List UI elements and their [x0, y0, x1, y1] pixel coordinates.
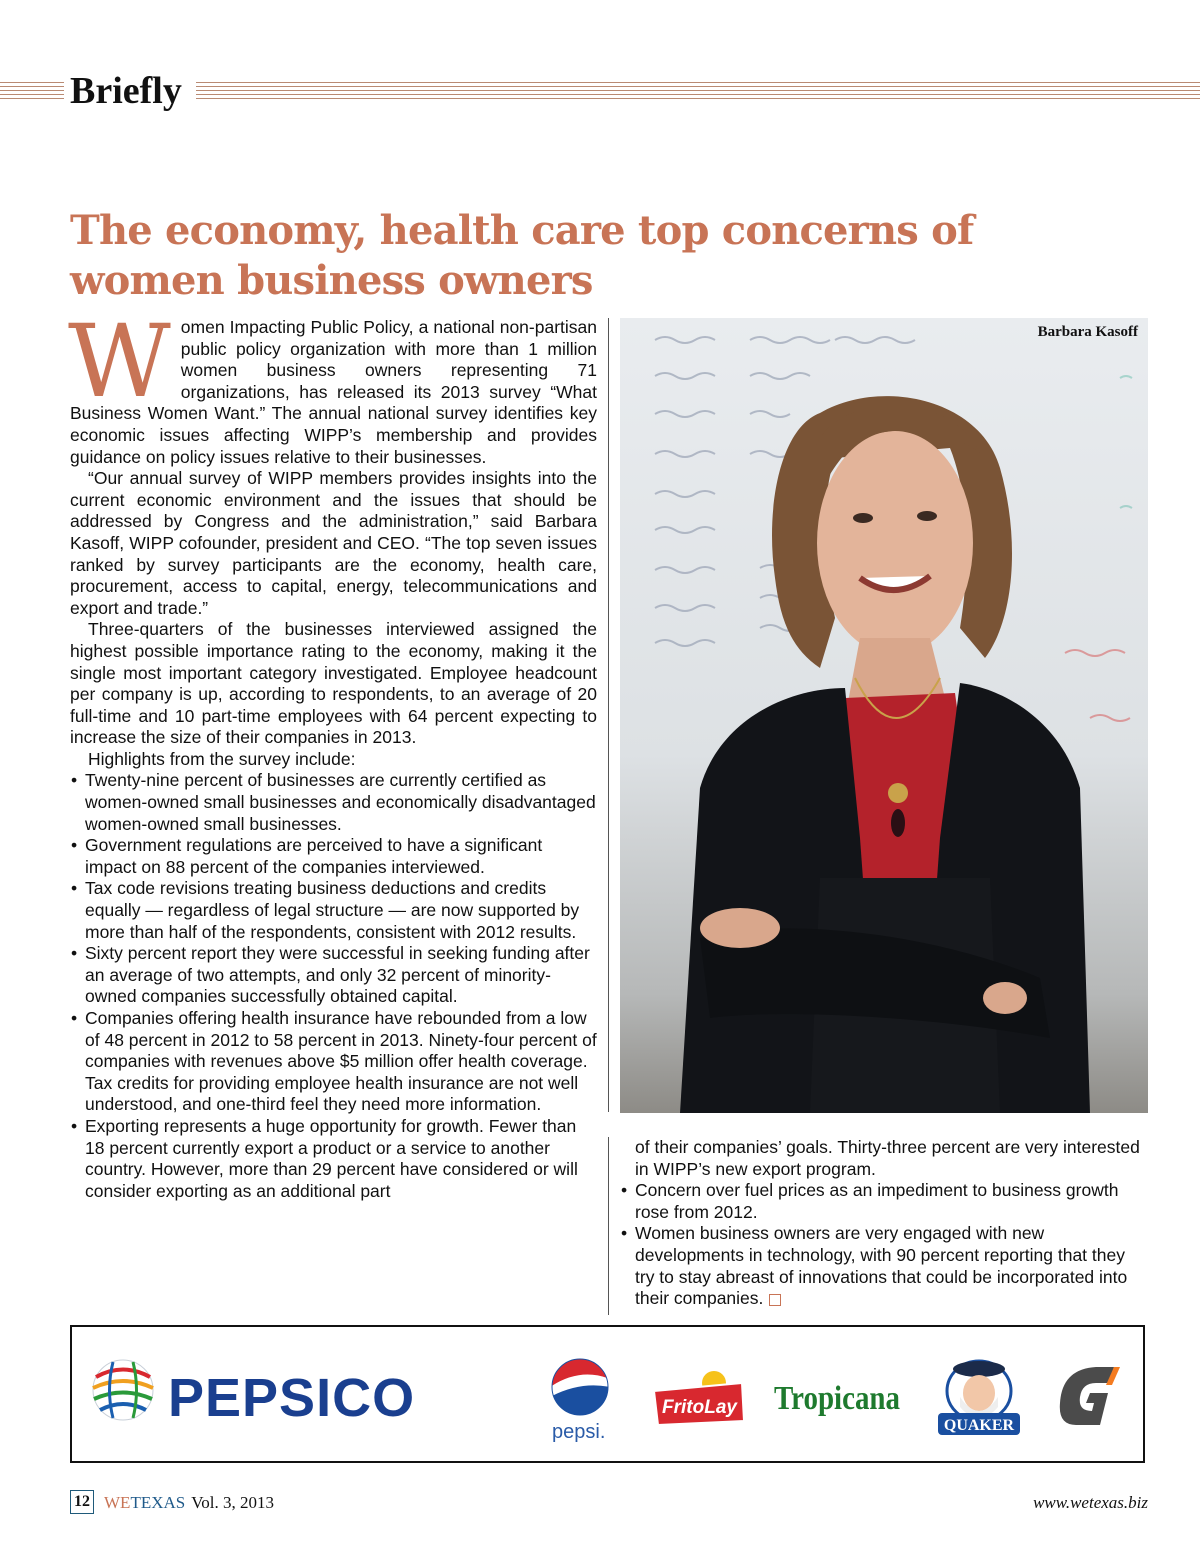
column-divider [608, 1137, 609, 1315]
decorative-lines-right [196, 82, 1200, 100]
section-title: Briefly [70, 70, 182, 112]
publication-brand [104, 1492, 274, 1514]
article-body-left [68, 303, 597, 1202]
list-item: • Twenty-nine percent of businesses are currently certified as women-owned small businesses and economically disadvantaged women-owned small businesses. [70, 770, 597, 835]
list-item: • Tax code revisions treating business deductions and credits equally — regardless of legal structure — are now supported by more than half of the respondents, consistent with 2012 results. [70, 878, 597, 943]
decorative-lines-left [0, 82, 64, 100]
tropicana-logo-icon [772, 1373, 912, 1423]
list-item: • Exporting represents a huge opportunity for growth. Fewer than 18 percent currently export a product or a service to another country. However, more than 29 percent have considered or will consider exporting as an additional part [70, 1116, 597, 1202]
pepsico-globe-icon [88, 1352, 158, 1430]
highlights-list [70, 770, 597, 1202]
drop-cap: W [68, 303, 171, 420]
article-body-right [620, 1137, 1148, 1310]
brand-we: WE [104, 1493, 131, 1512]
paragraph-1-text: omen Impacting Public Policy, a national non-partisan public policy organization with more than 1 million women business owners representing 71 organizations, has released its 2013 survey “What Business Women Want.” The annual national survey identifies key economic issues affecting WIPP’s membership and provides guidance on policy issues relative to their businesses. [70, 317, 597, 467]
portrait-illustration [620, 318, 1148, 1113]
portrait-photo [620, 318, 1148, 1113]
gatorade-logo-icon [1056, 1363, 1120, 1433]
end-of-article-mark [769, 1294, 781, 1306]
website-url: www.wetexas.biz [1033, 1493, 1148, 1512]
photo-caption: Barbara Kasoff [1037, 324, 1138, 340]
pepsi-wordmark: pepsi. [552, 1421, 606, 1443]
pepsico-advertisement [70, 1325, 1145, 1463]
volume-info: Vol. 3, 2013 [191, 1493, 275, 1512]
fritolay-wordmark: FritoLay [662, 1397, 737, 1418]
pepsi-globe-icon [550, 1357, 610, 1417]
continuation-text: of their companies’ goals. Thirty-three percent are very interested in WIPP’s new export program. [635, 1137, 1140, 1179]
paragraph-4: Highlights from the survey include: [88, 748, 356, 769]
list-item-text: Women business owners are very engaged with new developments in technology, with 90 percent reporting that they try to stay abreast of innovations that could be incorporated into their companies. [635, 1223, 1128, 1309]
pepsico-wordmark: PEPSICO [168, 1368, 416, 1428]
highlights-list-continued [620, 1180, 1148, 1310]
paragraph-3: Three-quarters of the businesses interviewed assigned the highest possible importance rating to the economy, making it the single most important category investigated. Employee headcount per company is up, according to respondents, to an average of 20 full-time and 10 part-time employees with 64 percent expecting to increase the size of their companies in 2013. [70, 619, 597, 748]
quaker-wordmark: QUAKER [943, 1417, 1015, 1434]
column-divider [608, 318, 609, 1112]
page-footer [70, 1490, 1148, 1516]
paragraph-1 [68, 303, 597, 468]
section-header [0, 68, 1200, 114]
list-item: • Concern over fuel prices as an impediment to business growth rose from 2012. [620, 1180, 1148, 1223]
list-item: • Sixty percent report they were successful in seeking funding after an average of two attempts, and only 32 percent of minority-owned companies successfully obtained capital. [70, 943, 597, 1008]
page-number: 12 [70, 1490, 94, 1514]
list-item: • Companies offering health insurance have rebounded from a low of 48 percent in 2012 to 58 percent in 2013. Ninety-four percent of companies with revenues above $5 million offer health coverage. Tax credits for providing employee health insurance are not well understood, and one-third feel they need more information. [70, 1008, 597, 1116]
paragraph-2: “Our annual survey of WIPP members provides insights into the current economic environment and the issues that should be addressed by Congress and the administration,” said Barbara Kasoff, WIPP cofounder, president and CEO. “The top seven issues ranked by survey participants are the economy, health care, procurement, access to capital, energy, telecommunications and export and trade.” [70, 468, 597, 618]
article-headline: The economy, health care top concerns of women business owners [70, 207, 974, 304]
tropicana-wordmark: Tropicana [774, 1380, 900, 1417]
brand-texas: TEXAS [130, 1493, 186, 1512]
list-item: • Government regulations are perceived to have a significant impact on 88 percent of the companies interviewed. [70, 835, 597, 878]
list-item [620, 1223, 1148, 1309]
fritolay-logo-icon [652, 1369, 748, 1429]
quaker-logo-icon [934, 1357, 1024, 1441]
